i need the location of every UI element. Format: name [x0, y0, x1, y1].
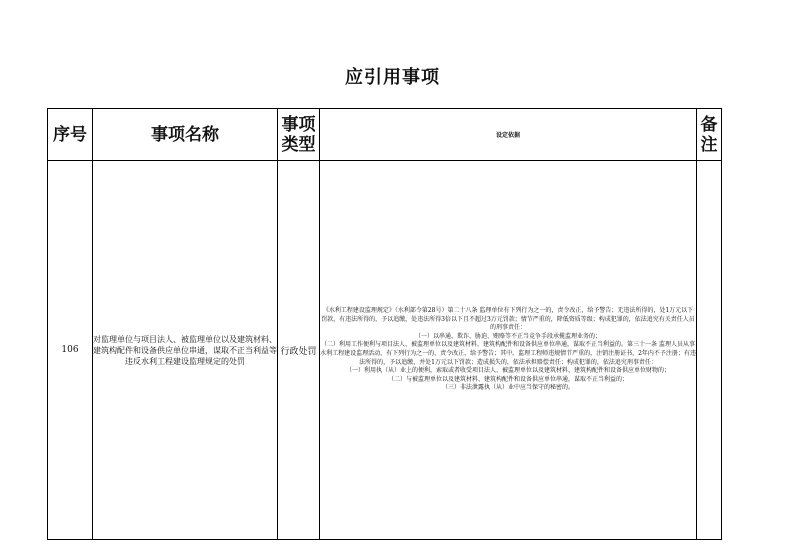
page-title: 应引用事项: [345, 67, 440, 88]
basis-line: （一）以串通、欺诈、胁迫、贿赂等不正当竞争手段承揽监理业务的；: [414, 332, 601, 340]
header-remark: 备注: [697, 109, 722, 161]
table-header-row: [48, 109, 722, 161]
basis-line: （二）利用工作便利与项目法人、被监理单位以及建筑材料、建筑构配件和设备供应单位串通，谋取不正当利益的。第三十一条 监理人员从事水利工程建设监理活动，有下列行为之一的，责令改正，给予警告；其中，监理工程师违规情节严重的，注销注册证书，2年内不予注册；有违法所得的，予以追缴，并处1万元以下罚款；造成损失的，依法承担赔偿责任；构成犯罪的，依法追究刑事责任：: [320, 341, 696, 366]
header-seq: 序号: [48, 109, 93, 161]
row-type: 行政处罚: [278, 161, 320, 540]
basis-line: （二）与被监理单位以及建筑材料、建筑构配件和设备供应单位串通，谋取不正当利益的；: [387, 375, 628, 383]
header-type: 事项类型: [278, 109, 320, 161]
row-name: 对监理单位与项目法人、被监理单位以及建筑材料、建筑构配件和设备供应单位串通，谋取不正当利益等违反水利工程建设监理规定的处罚: [93, 161, 278, 540]
basis-line: （一）利用执（从）业上的便利，索取或者收受项目法人、被监理单位以及建筑材料、建筑构配件和设备供应单位财物的；: [345, 367, 670, 375]
row-basis: [320, 161, 697, 540]
row-remark: [697, 161, 722, 540]
header-basis: 设定依据: [320, 109, 697, 161]
row-seq: 106: [48, 161, 93, 540]
basis-line: （三）非法泄露执（从）业中应当保守的秘密的。: [441, 384, 574, 392]
items-table: [47, 108, 722, 540]
basis-line: 《水利工程建设监理规定》（水利部令第28号）第二十八条 监理单位有下列行为之一的，责令改正，给予警告；无违法所得的，处1万元以下罚款，有违法所得的，予以追缴，处违法所得3倍以下且不超过3万元罚款；情节严重的，降低资质等级；构成犯罪的，依法追究有关责任人员的刑事责任：: [321, 307, 695, 332]
header-name: 事项名称: [93, 109, 278, 161]
table-row: [48, 161, 722, 540]
